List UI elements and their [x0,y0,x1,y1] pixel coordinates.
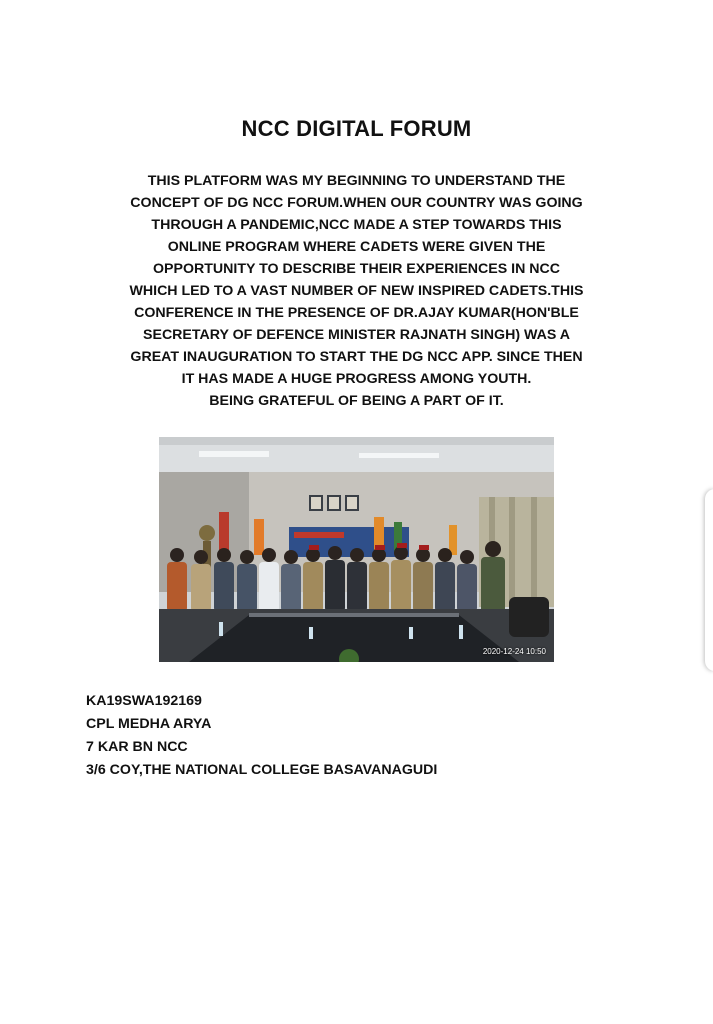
body-line: IT HAS MADE A HUGE PROGRESS AMONG YOUTH. [181,371,532,387]
body-line: CONCEPT OF DG NCC FORUM.WHEN OUR COUNTRY WAS GOING [130,195,583,211]
body-line: THIS PLATFORM WAS MY BEGINNING TO UNDERSTAND THE [147,173,566,189]
body-line: OPPORTUNITY TO DESCRIBE THEIR EXPERIENCES IN NCC [152,261,561,277]
body-line: ONLINE PROGRAM WHERE CADETS WERE GIVEN THE [167,239,546,255]
signature-line: KA19SWA192169 [86,693,202,709]
group-photo-illustration [159,437,554,662]
body-line: THROUGH A PANDEMIC,NCC MADE A STEP TOWARDS THIS [151,217,562,233]
body-line: GREAT INAUGURATION TO START THE DG NCC APP. SINCE THEN [130,349,583,365]
document-body [80,170,633,412]
signature-line: CPL MEDHA ARYA [86,716,212,732]
body-line: BEING GRATEFUL OF BEING A PART OF IT. [209,393,504,409]
scroll-handle[interactable] [705,489,713,671]
document-title: NCC DIGITAL FORUM [241,116,472,141]
signature-block [86,690,437,782]
body-line: SECRETARY OF DEFENCE MINISTER RAJNATH SINGH) WAS A [143,327,570,343]
body-line: WHICH LED TO A VAST NUMBER OF NEW INSPIRED CADETS.THIS [129,283,584,299]
signature-line: 7 KAR BN NCC [86,739,188,755]
group-photo [159,437,554,662]
photo-timestamp: 2020-12-24 10:50 [482,647,546,656]
signature-line: 3/6 COY,THE NATIONAL COLLEGE BASAVANAGUDI [86,762,438,778]
body-line: CONFERENCE IN THE PRESENCE OF DR.AJAY KUMAR(HON'BLE [134,305,579,321]
